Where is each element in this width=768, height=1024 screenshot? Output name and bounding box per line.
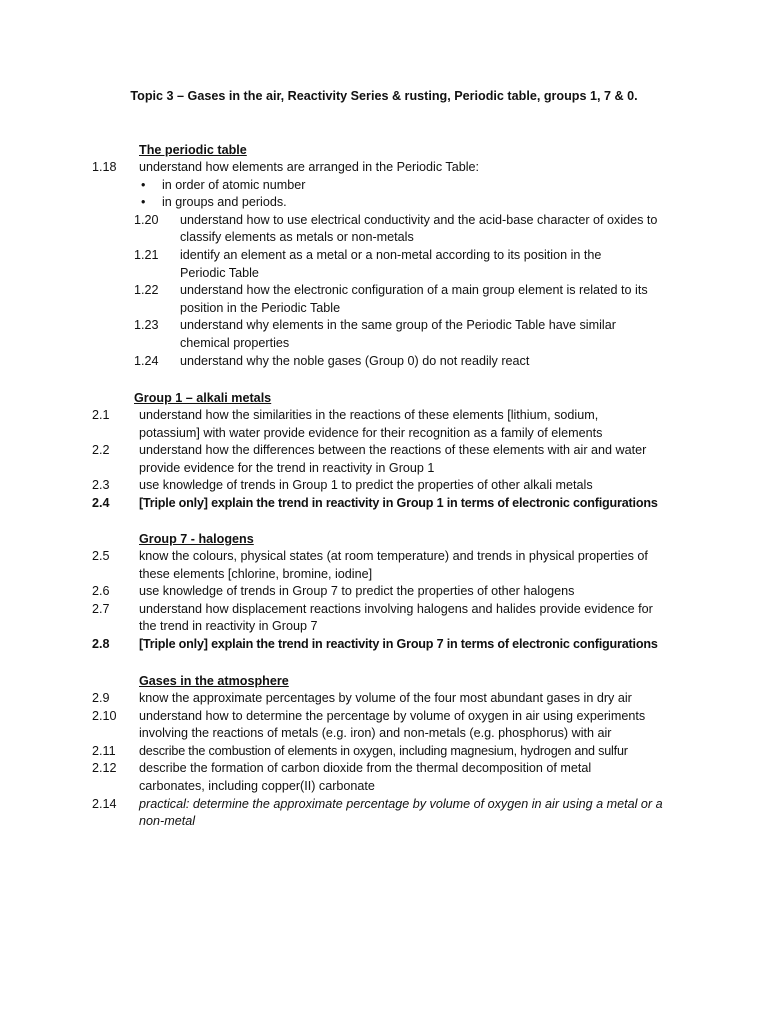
item-number: 2.5 [92, 549, 110, 563]
item-text: understand how to use electrical conductivity and the acid-base character of oxides to classify elements as metals or non-metals [180, 212, 658, 245]
item-text: understand how to determine the percentage by volume of oxygen in air using experiments involving the reactions of metals (e.g. iron) and non-metals (e.g. phosphorus) with air [139, 708, 646, 741]
list-item [0, 212, 768, 247]
bullet-icon: • [141, 195, 146, 210]
item-text: know the approximate percentages by volume of the four most abundant gases in dry air [139, 691, 632, 705]
item-number: 2.9 [92, 691, 110, 705]
list-item [0, 495, 768, 513]
list-item [0, 442, 768, 477]
item-number: 2.10 [92, 708, 117, 723]
item-number: 1.24 [134, 353, 159, 368]
list-item [0, 583, 768, 601]
item-text: understand how elements are arranged in the Periodic Table: [139, 160, 480, 174]
item-text: understand why elements in the same group of the Periodic Table have similar chemical properties [180, 318, 616, 350]
item-text: [Triple only] explain the trend in reactivity in Group 1 in terms of electronic configurations [139, 495, 658, 510]
item-number: 2.12 [92, 761, 117, 776]
bullet-icon: • [141, 177, 146, 192]
item-text: describe the combustion of elements in oxygen, including magnesium, hydrogen and sulfur [139, 743, 628, 758]
bullet-item [0, 194, 768, 212]
item-number: 1.22 [134, 283, 159, 298]
list-item [0, 159, 768, 177]
item-number: 2.2 [92, 443, 110, 458]
item-number: 1.20 [134, 212, 159, 227]
item-text: know the colours, physical states (at room temperature) and trends in physical properties of these elements [chlorine, bromine, iodine] [139, 549, 648, 581]
list-item [0, 407, 768, 442]
list-item [0, 317, 768, 352]
item-text: understand how displacement reactions involving halogens and halides provide evidence for the trend in reactivity in Group 7 [139, 601, 653, 634]
list-item [0, 353, 768, 371]
list-item [0, 743, 768, 761]
item-number: 2.1 [92, 408, 110, 422]
item-text: understand how the similarities in the reactions of these elements [lithium, sodium, potassium] with water provide evidence for their recognition as a family of elements [139, 408, 603, 440]
section-heading: Group 7 - halogens [139, 532, 254, 546]
document-title: Topic 3 – Gases in the air, Reactivity Series & rusting, Periodic table, groups 1, 7 & 0. [130, 89, 638, 103]
bullet-item [0, 177, 768, 195]
item-number: 2.8 [92, 636, 110, 651]
item-number: 1.21 [134, 247, 159, 262]
section-heading: The periodic table [139, 143, 247, 157]
item-number: 1.23 [134, 318, 159, 333]
item-text: use knowledge of trends in Group 7 to predict the properties of other halogens [139, 584, 575, 599]
item-number: 2.11 [92, 743, 116, 758]
list-item [0, 282, 768, 317]
section-heading: Gases in the atmosphere [139, 674, 289, 688]
item-text: describe the formation of carbon dioxide from the thermal decomposition of metal carbonates, including copper(II) carbonate [139, 761, 592, 793]
list-item [0, 548, 768, 583]
item-number: 2.6 [92, 584, 110, 599]
bullet-text: in groups and periods. [162, 195, 287, 210]
list-item [0, 601, 768, 636]
list-item [0, 636, 768, 654]
item-text: identify an element as a metal or a non-metal according to its position in the Periodic Table [180, 247, 602, 280]
list-item [0, 477, 768, 495]
item-number: 2.3 [92, 478, 110, 493]
bullet-text: in order of atomic number [162, 177, 306, 192]
list-item [0, 247, 768, 282]
list-item [0, 760, 768, 795]
item-text: understand how the differences between the reactions of these elements with air and water provide evidence for the trend in reactivity in Group 1 [139, 443, 647, 475]
item-text: practical: determine the approximate percentage by volume of oxygen in air using a metal or a non-metal [139, 796, 663, 829]
item-number: 2.14 [92, 796, 117, 811]
item-text: understand how the electronic configuration of a main group element is related to its position in the Periodic Table [180, 283, 648, 315]
item-text: use knowledge of trends in Group 1 to predict the properties of other alkali metals [139, 478, 593, 493]
item-number: 2.4 [92, 495, 110, 510]
list-item [0, 690, 768, 708]
section-heading: Group 1 – alkali metals [134, 391, 272, 405]
item-text: understand why the noble gases (Group 0) do not readily react [180, 353, 530, 368]
list-item [0, 796, 768, 831]
list-item [0, 708, 768, 743]
item-number: 2.7 [92, 601, 110, 616]
item-text: [Triple only] explain the trend in reactivity in Group 7 in terms of electronic configurations [139, 636, 658, 651]
item-number: 1.18 [92, 160, 117, 174]
